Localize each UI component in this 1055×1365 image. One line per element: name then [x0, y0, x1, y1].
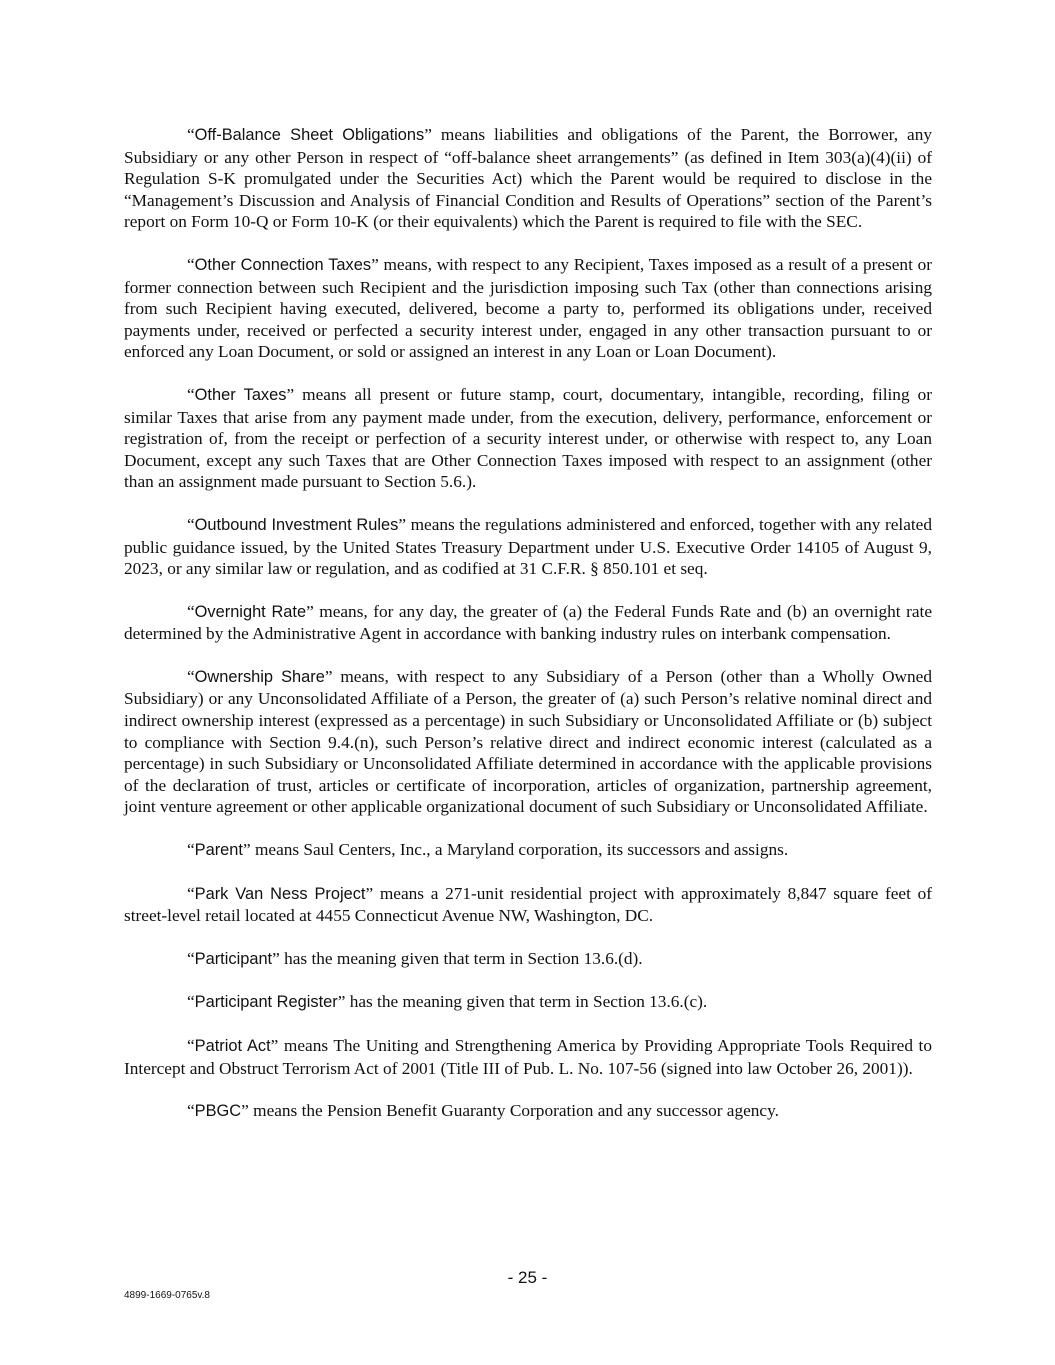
definition-text: means Saul Centers, Inc., a Maryland corporation, its successors and assigns. — [254, 840, 789, 860]
definition-text: means the Pension Benefit Guaranty Corporation and any successor agency. — [253, 1101, 779, 1121]
definition-participant: “Participant” has the meaning given that term in Section 13.6.(d). — [187, 948, 643, 968]
defined-term: Participant — [194, 949, 273, 968]
definition-text: means, with respect to any Subsidiary of a Person (other than a Wholly Owned Subsidiary) or any Unconsolidated Affiliate of a Person, the greater of (a) such Person’s relative nominal direct and indirect ownership interest (expressed as a percentage) in such Subsidiary or Unconsolidated Affiliate or (b) subject to compliance with Section 9.4.(n), such Person’s relative direct and indirect economic interest (calculated as a percentage) in such Subsidiary or Unconsolidated Affiliate determined in accordance with the applicable provisions of the declaration of trust, articles or certificate of incorporation, articles of organization, partnership agreement, joint venture agreement or other applicable organizational document of such Subsidiary or Unconsolidated Affiliate. — [124, 666, 932, 817]
definition-text: means the regulations administered and enforced, together with any related public guidance issued, by the United States Treasury Department under U.S. Executive Order 14105 of August 9, 2023, or any similar law or regulation, and as codified at 31 C.F.R. § 850.101 et seq. — [124, 514, 932, 579]
defined-term: Outbound Investment Rules — [194, 515, 399, 534]
defined-term: Participant Register — [194, 993, 338, 1012]
defined-term: PBGC — [194, 1102, 242, 1121]
definition-patriot-act: “Patriot Act” means The Uniting and Strengthening America by Providing Appropriate Tools Required to Intercept and Obstruct Terrorism Act of 2001 (Title III of Pub. L. No. 107-56 (signed into law October 26, 2001)). — [124, 1036, 932, 1078]
definition-text: means The Uniting and Strengthening America by Providing Appropriate Tools Required to Intercept and Obstruct Terrorism Act of 2001 (Title III of Pub. L. No. 107-56 (signed into law October 26, 2001)). — [124, 1036, 932, 1078]
defined-term: Parent — [194, 841, 243, 860]
defined-term: Overnight Rate — [194, 602, 307, 621]
definition-text: means, with respect to any Recipient, Taxes imposed as a result of a present or former connection between such Recipient and the jurisdiction imposing such Tax (other than connections arising from such Recipient having executed, delivered, become a party to, performed its obligations under, received payments under, received or perfected a security interest under, engaged in any other transaction pursuant to or enforced any Loan Document, or sold or assigned an interest in any Loan or Loan Document). — [124, 254, 933, 362]
defined-term: Other Connection Taxes — [194, 255, 372, 274]
definition-off-balance-sheet-obligations: “Off-Balance Sheet Obligations” means liabilities and obligations of the Parent, the Borrower, any Subsidiary or any other Person in respect of “off-balance sheet arrangements” (as defined in Item 303(a)(4)(ii) of Regulation S-K promulgated under the Securities Act) which the Parent would be required to disclose in the “Management’s Discussion and Analysis of Financial Condition and Results of Operations” section of the Parent’s report on Form 10-Q or Form 10-K (or their equivalents) which the Parent is required to file with the SEC. — [124, 125, 932, 232]
definition-overnight-rate: “Overnight Rate” means, for any day, the greater of (a) the Federal Funds Rate and (b) an overnight rate determined by the Administrative Agent in accordance with banking industry rules on interbank compensation. — [124, 601, 932, 644]
document-body — [124, 124, 932, 1144]
definition-outbound-investment-rules: “Outbound Investment Rules” means the regulations administered and enforced, together with any related public guidance issued, by the United States Treasury Department under U.S. Executive Order 14105 of August 9, 2023, or any similar law or regulation, and as codified at 31 C.F.R. § 850.101 et seq. — [124, 514, 932, 579]
definition-text: means a 271-unit residential project with approximately 8,847 square feet of street-level retail located at 4455 Connecticut Avenue NW, Washington, DC. — [124, 883, 932, 926]
document-id: 4899-1669-0765v.8 — [124, 1290, 210, 1301]
defined-term: Patriot Act — [194, 1037, 271, 1055]
definition-text: has the meaning given that term in Section 13.6.(d). — [284, 948, 643, 968]
definition-text: means liabilities and obligations of the Parent, the Borrower, any Subsidiary or any other Person in respect of “off-balance sheet arrangements” (as defined in Item 303(a)(4)(ii) of Regulation S-K promulgated under the Securities Act) which the Parent would be required to disclose in the “Management’s Discussion and Analysis of Financial Condition and Results of Operations” section of the Parent’s report on Form 10-Q or Form 10-K (or their equivalents) which the Parent is required to file with the SEC. — [124, 125, 932, 232]
definition-text: means, for any day, the greater of (a) the Federal Funds Rate and (b) an overnight rate determined by the Administrative Agent in accordance with banking industry rules on interbank compensation. — [124, 601, 932, 644]
definition-text: means all present or future stamp, court, documentary, intangible, recording, filing or similar Taxes that arise from any payment made under, from the execution, delivery, performance, enforcement or registration of, from the receipt or perfection of a security interest under, or otherwise with respect to, any Loan Document, except any such Taxes that are Other Connection Taxes imposed with respect to an assignment (other than an assignment made pursuant to Section 5.6.). — [124, 384, 933, 492]
definition-other-taxes: “Other Taxes” means all present or future stamp, court, documentary, intangible, recording, filing or similar Taxes that arise from any payment made under, from the execution, delivery, performance, enforcement or registration of, from the receipt or perfection of a security interest under, or otherwise with respect to, any Loan Document, except any such Taxes that are Other Connection Taxes imposed with respect to an assignment (other than an assignment made pursuant to Section 5.6.). — [124, 384, 933, 492]
definition-parent: “Parent” means Saul Centers, Inc., a Maryland corporation, its successors and assigns. — [187, 840, 789, 860]
definition-ownership-share: “Ownership Share” means, with respect to any Subsidiary of a Person (other than a Wholly Owned Subsidiary) or any Unconsolidated Affiliate of a Person, the greater of (a) such Person’s relative nominal direct and indirect ownership interest (expressed as a percentage) in such Subsidiary or Unconsolidated Affiliate or (b) subject to compliance with Section 9.4.(n), such Person’s relative direct and indirect economic interest (calculated as a percentage) in such Subsidiary or Unconsolidated Affiliate determined in accordance with the applicable provisions of the declaration of trust, articles or certificate of incorporation, articles of organization, partnership agreement, joint venture agreement or other applicable organizational document of such Subsidiary or Unconsolidated Affiliate. — [124, 666, 932, 817]
defined-term: Off-Balance Sheet Obligations — [194, 126, 425, 144]
definition-pbgc: “PBGC” means the Pension Benefit Guaranty Corporation and any successor agency. — [187, 1101, 779, 1121]
defined-term: Park Van Ness Project — [194, 884, 366, 903]
defined-term: Other Taxes — [194, 385, 287, 404]
definition-park-van-ness-project: “Park Van Ness Project” means a 271-unit residential project with approximately 8,847 square feet of street-level retail located at 4455 Connecticut Avenue NW, Washington, DC. — [124, 883, 932, 926]
defined-term: Ownership Share — [194, 667, 325, 686]
page-number: - 25 - — [507, 1268, 548, 1287]
definition-other-connection-taxes: “Other Connection Taxes” means, with respect to any Recipient, Taxes imposed as a result of a present or former connection between such Recipient and the jurisdiction imposing such Tax (other than connections arising from such Recipient having executed, delivered, become a party to, performed its obligations under, received payments under, received or perfected a security interest under, engaged in any other transaction pursuant to or enforced any Loan Document, or sold or assigned an interest in any Loan or Loan Document). — [124, 254, 933, 362]
definition-participant-register: “Participant Register” has the meaning given that term in Section 13.6.(c). — [187, 992, 708, 1012]
definition-text: has the meaning given that term in Section 13.6.(c). — [349, 992, 708, 1012]
